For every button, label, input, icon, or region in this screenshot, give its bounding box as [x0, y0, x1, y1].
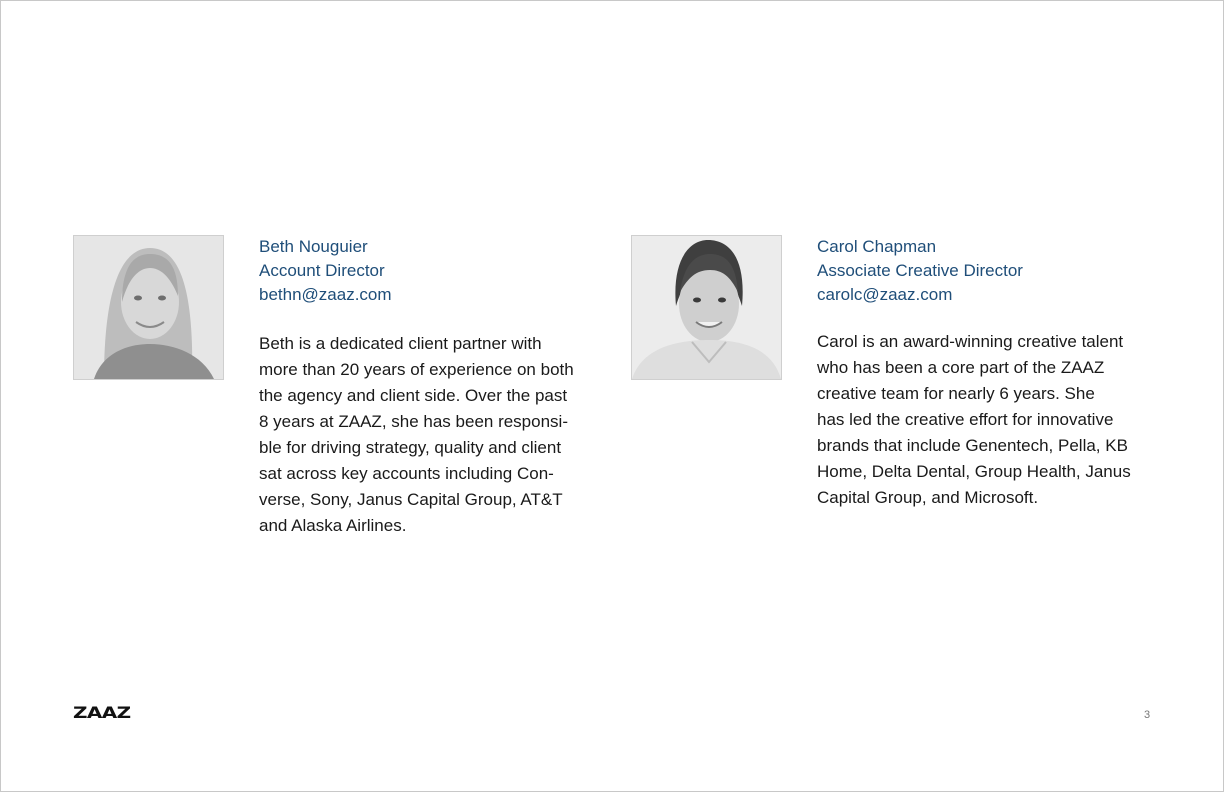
photo-beth-nouguier: [73, 235, 224, 380]
person-title: Associate Creative Director: [817, 261, 1023, 280]
bio-line: Capital Group, and Microsoft.: [817, 488, 1039, 507]
bio-line: sat across key accounts including Con-: [259, 464, 554, 483]
bio-line: the agency and client side. Over the past: [259, 386, 568, 405]
portrait-woman-icon: [74, 236, 223, 379]
bio-line: 8 years at ZAAZ, she has been responsi-: [259, 412, 568, 431]
contact-block: [259, 235, 604, 307]
bio-line: brands that include Genentech, Pella, KB: [817, 436, 1128, 455]
person-title: Account Director: [259, 261, 385, 280]
bio-line: and Alaska Airlines.: [259, 516, 407, 535]
person-bio: [817, 329, 1162, 511]
bio-line: Carol is an award-winning creative talent: [817, 332, 1124, 351]
person-bio: [259, 331, 604, 539]
bio-line: ble for driving strategy, quality and client: [259, 438, 562, 457]
person-email[interactable]: carolc@zaaz.com: [817, 285, 953, 304]
contact-block: [817, 235, 1162, 307]
bio-line: who has been a core part of the ZAAZ: [817, 358, 1105, 377]
person-email[interactable]: bethn@zaaz.com: [259, 285, 392, 304]
bio-line: verse, Sony, Janus Capital Group, AT&T: [259, 490, 563, 509]
portrait-woman-icon: [632, 236, 781, 379]
zaaz-logo: ZAAZ: [73, 703, 131, 722]
profile-beth-nouguier: [259, 235, 604, 539]
bio-line: has led the creative effort for innovative: [817, 410, 1114, 429]
bio-line: creative team for nearly 6 years. She: [817, 384, 1095, 403]
person-name: Beth Nouguier: [259, 237, 368, 256]
bio-line: Home, Delta Dental, Group Health, Janus: [817, 462, 1131, 481]
photo-carol-chapman: [631, 235, 782, 380]
page-number: 3: [1144, 709, 1151, 721]
bio-line: more than 20 years of experience on both: [259, 360, 574, 379]
profile-carol-chapman: [817, 235, 1162, 511]
person-name: Carol Chapman: [817, 237, 937, 256]
bio-line: Beth is a dedicated client partner with: [259, 334, 542, 353]
